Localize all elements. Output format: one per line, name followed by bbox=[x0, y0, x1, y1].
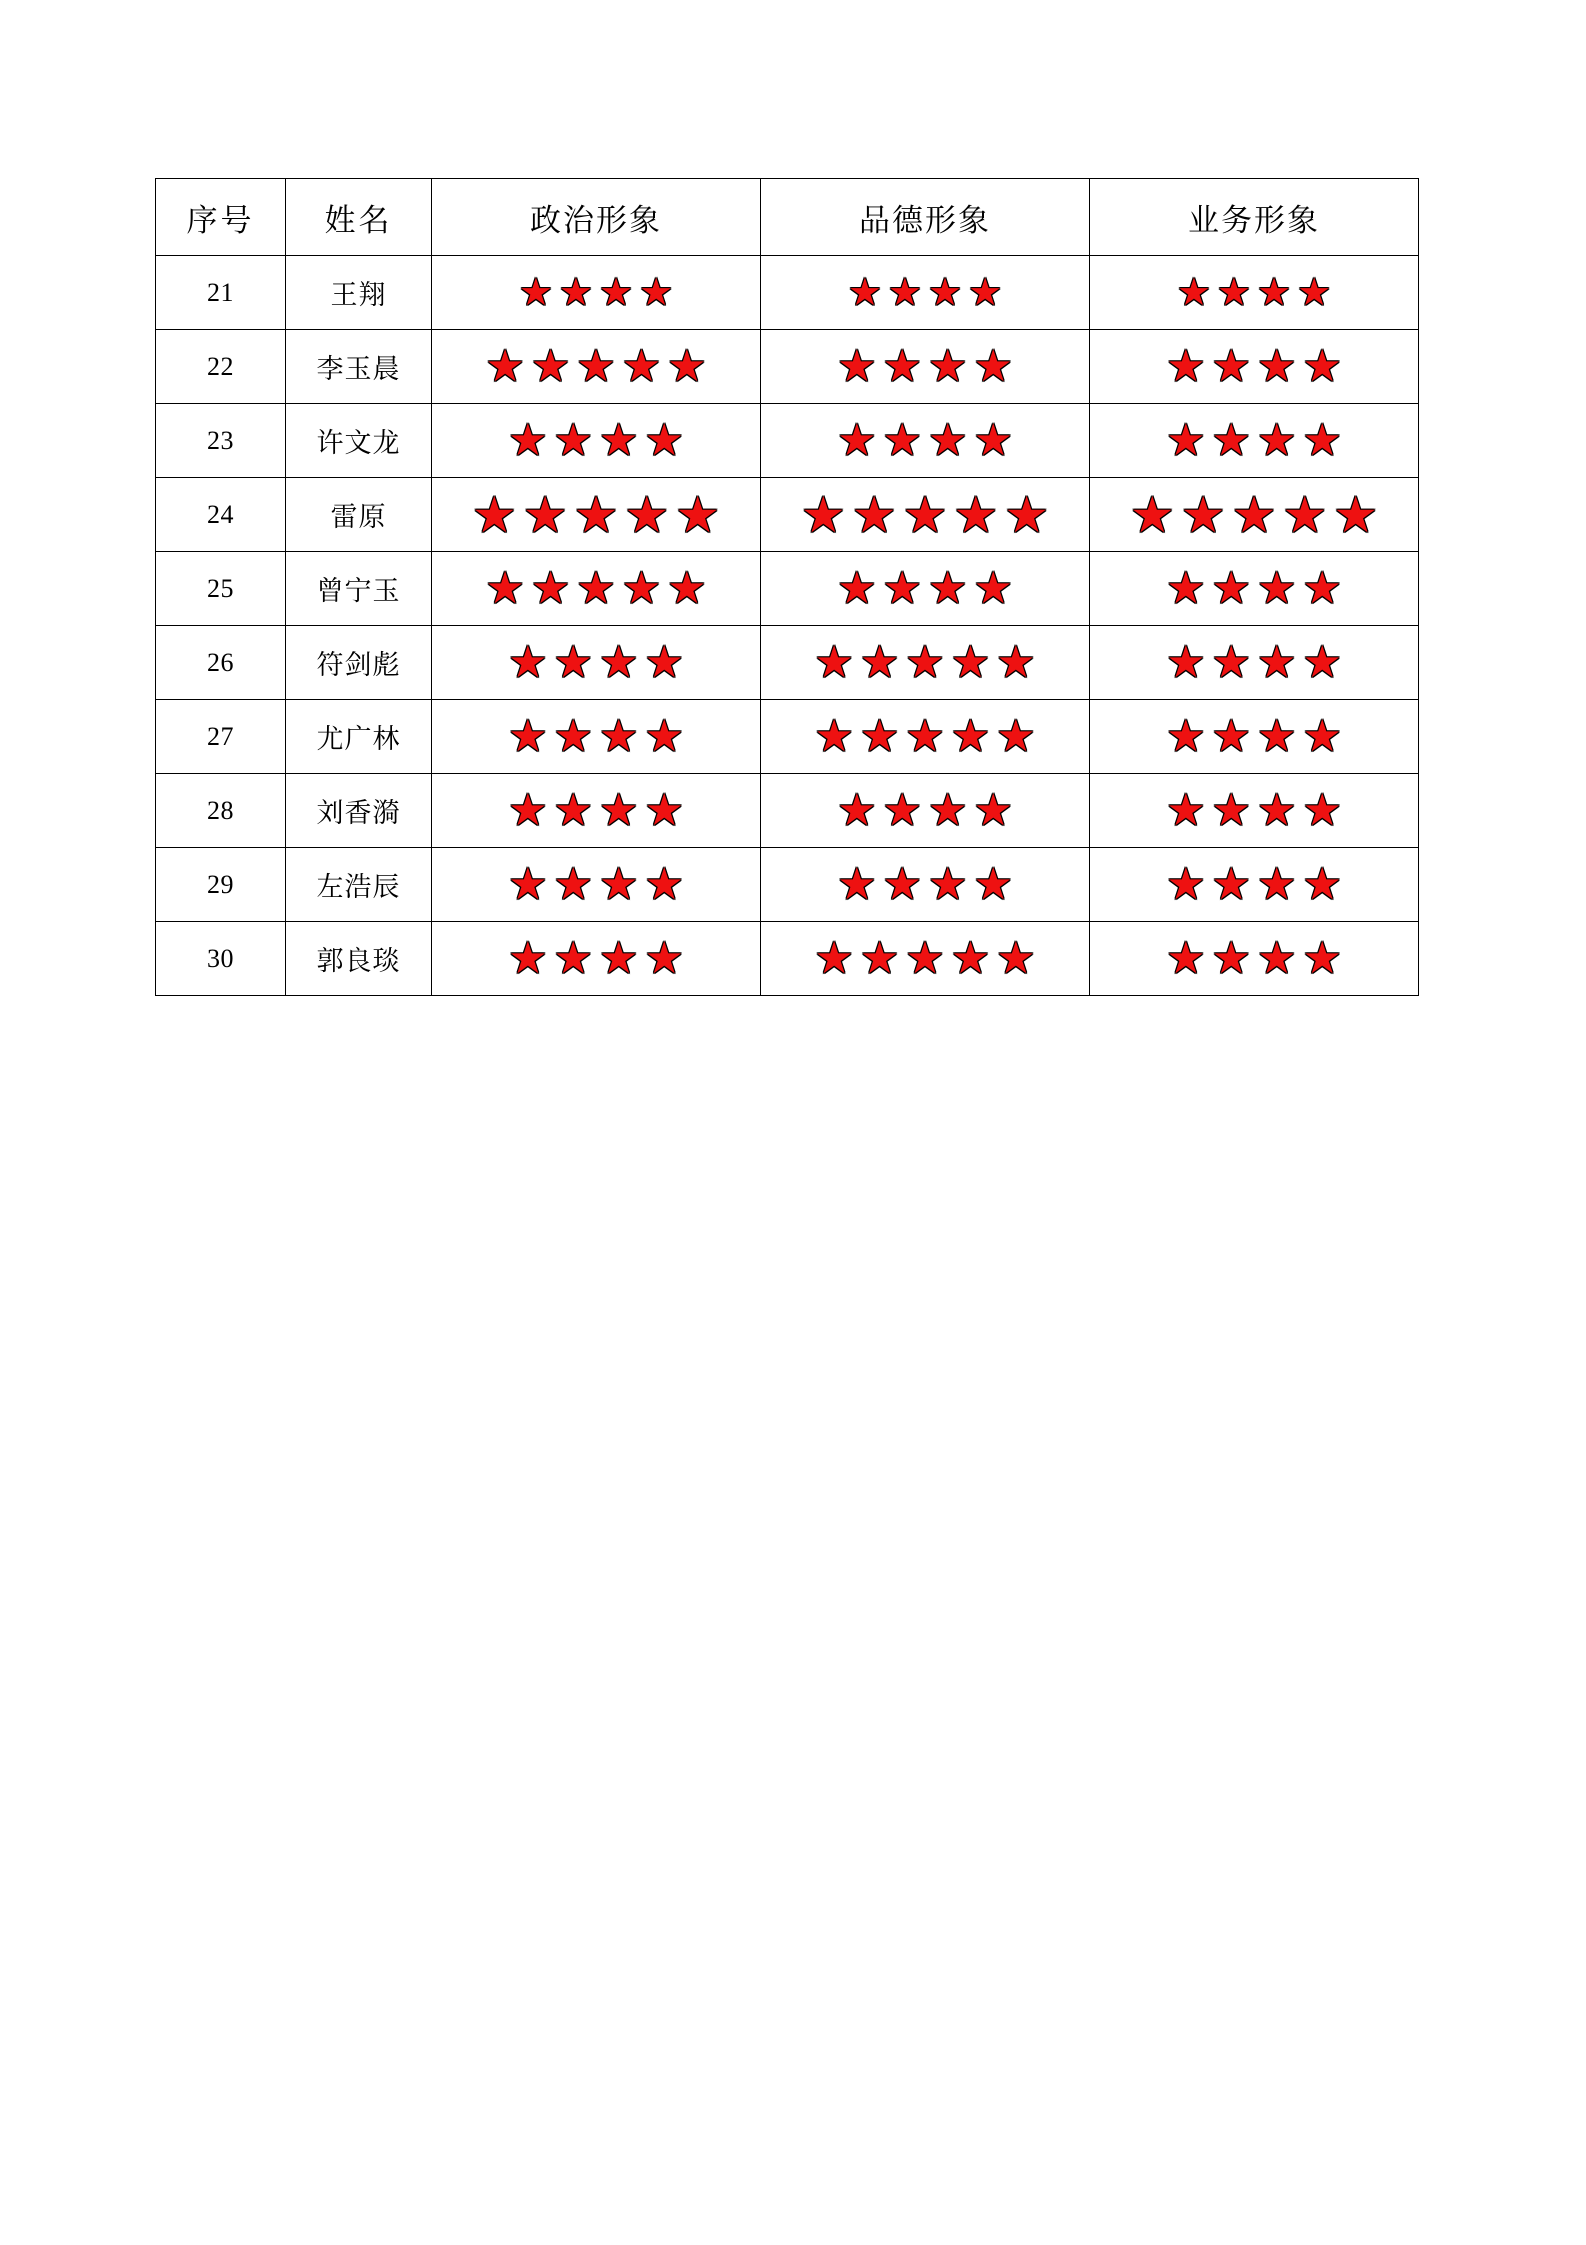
cell-business-rating bbox=[1090, 626, 1419, 700]
cell-index: 23 bbox=[156, 404, 286, 478]
cell-name: 李玉晨 bbox=[286, 330, 432, 404]
column-header-moral: 品德形象 bbox=[761, 179, 1090, 256]
cell-business-rating bbox=[1090, 330, 1419, 404]
cell-political-rating bbox=[432, 700, 761, 774]
cell-moral-rating bbox=[761, 626, 1090, 700]
cell-moral-rating bbox=[761, 922, 1090, 996]
cell-moral-rating bbox=[761, 478, 1090, 552]
cell-business-rating bbox=[1090, 478, 1419, 552]
star-icon: ★ bbox=[576, 341, 616, 391]
star-icon: ★ bbox=[1257, 415, 1297, 465]
cell-name: 郭良琰 bbox=[286, 922, 432, 996]
star-icon: ★ bbox=[837, 785, 877, 835]
star-icon: ★ bbox=[859, 637, 900, 687]
star-icon: ★ bbox=[508, 711, 548, 761]
star-icon: ★ bbox=[905, 637, 945, 687]
star-icon: ★ bbox=[1302, 933, 1342, 983]
column-header-name: 姓名 bbox=[286, 179, 432, 256]
star-icon: ★ bbox=[1166, 563, 1206, 613]
star-rating bbox=[761, 785, 1089, 835]
star-icon: ★ bbox=[837, 341, 877, 391]
star-icon: ★ bbox=[1257, 933, 1297, 983]
star-icon: ★ bbox=[1257, 711, 1297, 761]
star-rating bbox=[1090, 271, 1418, 314]
star-icon: ★ bbox=[599, 271, 634, 314]
star-icon: ★ bbox=[928, 271, 963, 314]
star-icon: ★ bbox=[508, 785, 548, 835]
star-icon: ★ bbox=[814, 711, 854, 761]
star-icon: ★ bbox=[902, 486, 948, 543]
star-icon: ★ bbox=[996, 711, 1036, 761]
star-rating bbox=[1090, 563, 1418, 613]
column-header-business: 业务形象 bbox=[1090, 179, 1419, 256]
star-icon: ★ bbox=[553, 933, 593, 983]
star-icon: ★ bbox=[508, 933, 548, 983]
rating-table bbox=[155, 178, 1419, 996]
star-icon: ★ bbox=[1257, 563, 1297, 613]
star-icon: ★ bbox=[928, 341, 968, 391]
star-icon: ★ bbox=[624, 486, 670, 543]
star-icon: ★ bbox=[553, 711, 593, 761]
star-icon: ★ bbox=[1302, 415, 1342, 465]
star-icon: ★ bbox=[973, 859, 1013, 909]
star-icon: ★ bbox=[644, 637, 684, 687]
star-icon: ★ bbox=[644, 785, 684, 835]
star-icon: ★ bbox=[667, 341, 707, 391]
star-icon: ★ bbox=[644, 859, 684, 909]
cell-index: 27 bbox=[156, 700, 286, 774]
cell-moral-rating bbox=[761, 700, 1090, 774]
star-rating bbox=[761, 933, 1089, 983]
star-icon: ★ bbox=[953, 486, 999, 543]
star-icon: ★ bbox=[553, 785, 593, 835]
star-icon: ★ bbox=[950, 637, 991, 687]
star-rating bbox=[432, 785, 760, 835]
star-icon: ★ bbox=[973, 785, 1013, 835]
table-row bbox=[156, 330, 1419, 404]
star-rating bbox=[761, 415, 1089, 465]
star-rating bbox=[761, 341, 1089, 391]
star-icon: ★ bbox=[508, 637, 548, 687]
star-rating bbox=[432, 933, 760, 983]
star-rating bbox=[432, 563, 760, 613]
star-icon: ★ bbox=[950, 933, 991, 983]
star-icon: ★ bbox=[675, 486, 721, 543]
table-row bbox=[156, 552, 1419, 626]
star-icon: ★ bbox=[1257, 271, 1292, 314]
star-rating bbox=[432, 711, 760, 761]
star-icon: ★ bbox=[621, 563, 662, 613]
cell-index: 22 bbox=[156, 330, 286, 404]
table-row bbox=[156, 774, 1419, 848]
star-icon: ★ bbox=[522, 486, 568, 543]
star-icon: ★ bbox=[1231, 486, 1277, 543]
star-rating bbox=[432, 341, 760, 391]
star-icon: ★ bbox=[1211, 785, 1251, 835]
star-icon: ★ bbox=[1166, 341, 1206, 391]
star-icon: ★ bbox=[973, 415, 1013, 465]
star-icon: ★ bbox=[1166, 785, 1206, 835]
cell-business-rating bbox=[1090, 404, 1419, 478]
star-icon: ★ bbox=[644, 415, 684, 465]
column-header-political: 政治形象 bbox=[432, 179, 761, 256]
star-icon: ★ bbox=[508, 859, 548, 909]
star-icon: ★ bbox=[814, 933, 854, 983]
star-icon: ★ bbox=[905, 711, 945, 761]
star-icon: ★ bbox=[859, 933, 900, 983]
table-row bbox=[156, 848, 1419, 922]
star-rating bbox=[761, 271, 1089, 314]
star-icon: ★ bbox=[1302, 341, 1342, 391]
star-icon: ★ bbox=[1176, 271, 1211, 314]
star-icon: ★ bbox=[530, 341, 571, 391]
star-icon: ★ bbox=[905, 933, 945, 983]
cell-political-rating bbox=[432, 404, 761, 478]
star-icon: ★ bbox=[1129, 486, 1175, 543]
star-icon: ★ bbox=[928, 785, 968, 835]
star-icon: ★ bbox=[928, 415, 968, 465]
star-icon: ★ bbox=[1211, 637, 1251, 687]
star-icon: ★ bbox=[1166, 637, 1206, 687]
star-icon: ★ bbox=[553, 415, 593, 465]
star-rating bbox=[761, 711, 1089, 761]
star-icon: ★ bbox=[837, 563, 877, 613]
star-icon: ★ bbox=[1333, 486, 1379, 543]
star-icon: ★ bbox=[1302, 711, 1342, 761]
cell-moral-rating bbox=[761, 774, 1090, 848]
cell-political-rating bbox=[432, 848, 761, 922]
star-icon: ★ bbox=[599, 859, 639, 909]
star-icon: ★ bbox=[485, 341, 525, 391]
star-icon: ★ bbox=[1180, 486, 1226, 543]
table-row bbox=[156, 626, 1419, 700]
star-rating bbox=[432, 859, 760, 909]
star-icon: ★ bbox=[599, 785, 639, 835]
star-icon: ★ bbox=[1257, 859, 1297, 909]
star-icon: ★ bbox=[882, 341, 922, 391]
star-icon: ★ bbox=[814, 637, 854, 687]
cell-moral-rating bbox=[761, 330, 1090, 404]
cell-name: 雷原 bbox=[286, 478, 432, 552]
star-icon: ★ bbox=[639, 271, 674, 314]
cell-name: 符剑彪 bbox=[286, 626, 432, 700]
star-icon: ★ bbox=[667, 563, 707, 613]
star-icon: ★ bbox=[837, 859, 877, 909]
star-icon: ★ bbox=[882, 785, 922, 835]
star-icon: ★ bbox=[558, 271, 593, 314]
star-rating bbox=[1090, 785, 1418, 835]
star-icon: ★ bbox=[1216, 271, 1251, 314]
cell-business-rating bbox=[1090, 256, 1419, 330]
cell-business-rating bbox=[1090, 922, 1419, 996]
cell-index: 30 bbox=[156, 922, 286, 996]
star-rating bbox=[761, 637, 1089, 687]
star-icon: ★ bbox=[1302, 637, 1342, 687]
star-rating bbox=[432, 271, 760, 314]
star-icon: ★ bbox=[1211, 415, 1251, 465]
star-icon: ★ bbox=[1302, 563, 1342, 613]
star-icon: ★ bbox=[1302, 785, 1342, 835]
table-header-row bbox=[156, 179, 1419, 256]
star-icon: ★ bbox=[573, 486, 619, 543]
star-rating bbox=[1090, 415, 1418, 465]
cell-name: 尤广林 bbox=[286, 700, 432, 774]
star-icon: ★ bbox=[1211, 563, 1251, 613]
star-icon: ★ bbox=[837, 415, 877, 465]
star-icon: ★ bbox=[485, 563, 525, 613]
star-icon: ★ bbox=[1166, 933, 1206, 983]
star-icon: ★ bbox=[508, 415, 548, 465]
cell-name: 王翔 bbox=[286, 256, 432, 330]
cell-moral-rating bbox=[761, 404, 1090, 478]
cell-index: 29 bbox=[156, 848, 286, 922]
cell-name: 曾宁玉 bbox=[286, 552, 432, 626]
star-icon: ★ bbox=[996, 637, 1036, 687]
star-icon: ★ bbox=[1282, 486, 1328, 543]
star-rating bbox=[761, 859, 1089, 909]
cell-index: 26 bbox=[156, 626, 286, 700]
table-header bbox=[156, 179, 1419, 256]
star-icon: ★ bbox=[530, 563, 571, 613]
star-icon: ★ bbox=[882, 415, 922, 465]
cell-political-rating bbox=[432, 330, 761, 404]
cell-moral-rating bbox=[761, 848, 1090, 922]
star-rating bbox=[1090, 637, 1418, 687]
star-icon: ★ bbox=[950, 711, 991, 761]
cell-political-rating bbox=[432, 626, 761, 700]
star-icon: ★ bbox=[1166, 859, 1206, 909]
cell-business-rating bbox=[1090, 552, 1419, 626]
table-row bbox=[156, 256, 1419, 330]
star-icon: ★ bbox=[576, 563, 616, 613]
star-rating bbox=[1090, 859, 1418, 909]
star-rating bbox=[1090, 341, 1418, 391]
star-icon: ★ bbox=[553, 859, 593, 909]
star-icon: ★ bbox=[1257, 341, 1297, 391]
star-icon: ★ bbox=[851, 486, 897, 543]
star-icon: ★ bbox=[973, 341, 1013, 391]
star-rating bbox=[432, 637, 760, 687]
cell-name: 刘香漪 bbox=[286, 774, 432, 848]
cell-index: 25 bbox=[156, 552, 286, 626]
cell-political-rating bbox=[432, 774, 761, 848]
star-icon: ★ bbox=[1166, 415, 1206, 465]
star-icon: ★ bbox=[996, 933, 1036, 983]
star-icon: ★ bbox=[968, 271, 1003, 314]
star-icon: ★ bbox=[859, 711, 900, 761]
table-body bbox=[156, 256, 1419, 996]
star-rating bbox=[432, 486, 760, 543]
star-icon: ★ bbox=[882, 563, 922, 613]
star-icon: ★ bbox=[800, 486, 846, 543]
table-row bbox=[156, 700, 1419, 774]
star-icon: ★ bbox=[1211, 341, 1251, 391]
star-icon: ★ bbox=[621, 341, 662, 391]
star-icon: ★ bbox=[471, 486, 517, 543]
cell-name: 许文龙 bbox=[286, 404, 432, 478]
star-rating bbox=[432, 415, 760, 465]
cell-political-rating bbox=[432, 256, 761, 330]
star-icon: ★ bbox=[928, 563, 968, 613]
cell-political-rating bbox=[432, 552, 761, 626]
cell-business-rating bbox=[1090, 774, 1419, 848]
star-icon: ★ bbox=[1211, 711, 1251, 761]
star-icon: ★ bbox=[599, 933, 639, 983]
table-row bbox=[156, 478, 1419, 552]
star-icon: ★ bbox=[644, 711, 684, 761]
rating-table-container bbox=[155, 178, 1419, 996]
cell-index: 21 bbox=[156, 256, 286, 330]
star-rating bbox=[1090, 711, 1418, 761]
star-rating bbox=[761, 486, 1089, 543]
star-icon: ★ bbox=[599, 637, 639, 687]
star-rating bbox=[1090, 486, 1418, 543]
cell-political-rating bbox=[432, 478, 761, 552]
star-icon: ★ bbox=[887, 271, 922, 314]
cell-political-rating bbox=[432, 922, 761, 996]
cell-index: 24 bbox=[156, 478, 286, 552]
star-icon: ★ bbox=[973, 563, 1013, 613]
table-row bbox=[156, 404, 1419, 478]
star-icon: ★ bbox=[599, 415, 639, 465]
star-icon: ★ bbox=[1257, 785, 1297, 835]
star-icon: ★ bbox=[1302, 859, 1342, 909]
star-icon: ★ bbox=[1257, 637, 1297, 687]
star-icon: ★ bbox=[847, 271, 882, 314]
star-rating bbox=[761, 563, 1089, 613]
star-icon: ★ bbox=[1211, 859, 1251, 909]
cell-moral-rating bbox=[761, 256, 1090, 330]
star-icon: ★ bbox=[1297, 271, 1332, 314]
star-icon: ★ bbox=[882, 859, 922, 909]
star-icon: ★ bbox=[1004, 486, 1050, 543]
star-icon: ★ bbox=[1211, 933, 1251, 983]
column-header-index: 序号 bbox=[156, 179, 286, 256]
star-icon: ★ bbox=[644, 933, 684, 983]
table-row bbox=[156, 922, 1419, 996]
cell-moral-rating bbox=[761, 552, 1090, 626]
star-icon: ★ bbox=[553, 637, 593, 687]
star-rating bbox=[1090, 933, 1418, 983]
cell-business-rating bbox=[1090, 700, 1419, 774]
star-icon: ★ bbox=[518, 271, 553, 314]
star-icon: ★ bbox=[928, 859, 968, 909]
star-icon: ★ bbox=[1166, 711, 1206, 761]
cell-name: 左浩辰 bbox=[286, 848, 432, 922]
star-icon: ★ bbox=[599, 711, 639, 761]
cell-business-rating bbox=[1090, 848, 1419, 922]
cell-index: 28 bbox=[156, 774, 286, 848]
